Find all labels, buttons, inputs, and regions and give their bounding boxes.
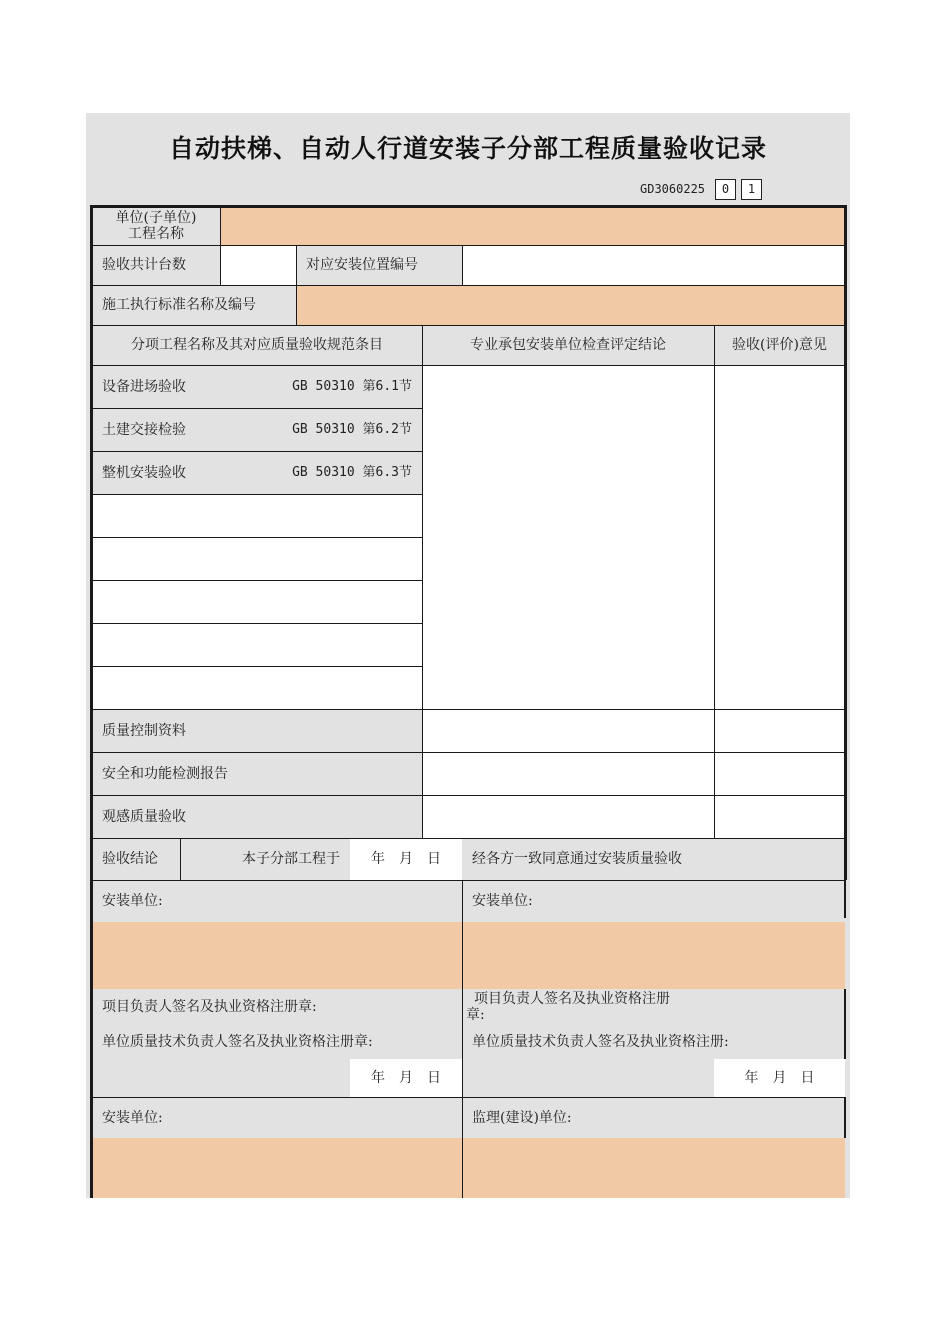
item-name: 整机安装验收 <box>102 464 186 481</box>
grid-line-v <box>220 207 221 285</box>
sign-date-left[interactable]: 年 月 日 <box>350 1059 462 1097</box>
conclusion-field[interactable] <box>422 365 714 709</box>
standard-label: 施工执行标准名称及编号 <box>92 285 296 325</box>
position-label: 对应安装位置编号 <box>296 245 462 285</box>
install-unit-label-right: 安装单位: <box>462 880 845 922</box>
conclusion-label: 验收结论 <box>92 838 180 880</box>
grid-line <box>92 285 845 286</box>
quality-control-conclusion[interactable] <box>422 709 714 752</box>
sign-date-spacer-right <box>462 1059 714 1097</box>
grid-line <box>92 623 422 624</box>
item-name: 设备进场验收 <box>102 378 186 395</box>
conclusion-text-2: 经各方一致同意通过安装质量验收 <box>462 838 845 880</box>
grid-line-v <box>462 245 463 285</box>
grid-line <box>92 580 422 581</box>
table-border-right-seg <box>844 989 846 1059</box>
code-box-2[interactable]: 1 <box>741 179 762 200</box>
code-box-1[interactable]: 0 <box>715 179 736 200</box>
unit-name-field[interactable] <box>220 207 845 245</box>
appearance-conclusion[interactable] <box>422 795 714 838</box>
form-title: 自动扶梯、自动人行道安装子分部工程质量验收记录 <box>168 134 767 163</box>
column-header-opinion: 验收(评价)意见 <box>714 325 845 365</box>
table-border-right-seg <box>844 1097 846 1138</box>
item-row-empty[interactable] <box>92 580 422 623</box>
grid-line <box>92 245 845 246</box>
unit-name-label <box>92 207 220 245</box>
qt-sign-label-right: 单位质量技术负责人签名及执业资格注册: <box>462 1025 845 1059</box>
grid-line <box>92 494 422 495</box>
grid-line-v <box>296 245 297 325</box>
quality-control-label: 质量控制资料 <box>92 709 422 752</box>
standard-field[interactable] <box>296 285 845 325</box>
position-field[interactable] <box>462 245 845 285</box>
grid-line <box>92 537 422 538</box>
item-row-empty[interactable] <box>92 537 422 580</box>
item-row-empty[interactable] <box>92 623 422 666</box>
opinion-field[interactable] <box>714 365 845 709</box>
install-unit-field-right[interactable] <box>462 922 845 989</box>
appearance-opinion[interactable] <box>714 795 845 838</box>
install-unit-label-left-2: 安装单位: <box>92 1097 462 1138</box>
supervision-unit-field[interactable] <box>462 1138 845 1198</box>
table-border-right-seg <box>844 880 846 918</box>
grid-line <box>92 880 845 881</box>
grid-line-v <box>714 325 715 838</box>
unit-name-label-line1: 单位(子单位) <box>115 210 197 226</box>
sign-date-spacer-left <box>92 1059 350 1097</box>
pm-sign-label-right-line1: 项目负责人签名及执业资格注册 <box>474 991 670 1007</box>
item-standard: GB 50310 第6.3节 <box>292 464 412 480</box>
conclusion-text-1: 本子分部工程于 <box>180 838 350 880</box>
safety-report-opinion[interactable] <box>714 752 845 795</box>
install-unit-label-left: 安装单位: <box>92 880 462 922</box>
table-border-right <box>844 205 847 880</box>
install-unit-field-left-2[interactable] <box>92 1138 462 1198</box>
grid-line <box>92 408 422 409</box>
safety-report-conclusion[interactable] <box>422 752 714 795</box>
table-border-top <box>90 205 847 208</box>
appearance-label: 观感质量验收 <box>92 795 422 838</box>
qt-sign-label-left: 单位质量技术负责人签名及执业资格注册章: <box>92 1025 462 1059</box>
quality-control-opinion[interactable] <box>714 709 845 752</box>
pm-sign-label-left: 项目负责人签名及执业资格注册章: <box>92 989 462 1025</box>
grid-line <box>92 365 845 366</box>
column-header-conclusion: 专业承包安装单位检查评定结论 <box>422 325 714 365</box>
form-code: GD3060225 <box>640 182 706 196</box>
item-row-empty[interactable] <box>92 494 422 537</box>
item-row <box>92 408 422 451</box>
supervision-unit-label: 监理(建设)单位: <box>462 1097 845 1138</box>
grid-line <box>92 451 422 452</box>
count-field[interactable] <box>220 245 296 285</box>
install-unit-field-left[interactable] <box>92 922 462 989</box>
item-row-empty[interactable] <box>92 666 422 709</box>
count-label: 验收共计台数 <box>92 245 220 285</box>
grid-line <box>92 838 845 839</box>
grid-line-v <box>180 838 181 880</box>
grid-line <box>92 709 845 710</box>
item-row <box>92 451 422 494</box>
grid-line <box>92 752 845 753</box>
grid-line <box>92 795 845 796</box>
pm-sign-label-right <box>462 989 845 1025</box>
column-header-items: 分项工程名称及其对应质量验收规范条目 <box>92 325 422 365</box>
table-border-left <box>90 205 93 1198</box>
unit-name-label-line2: 工程名称 <box>128 226 184 242</box>
grid-line <box>92 666 422 667</box>
item-name: 土建交接检验 <box>102 421 186 438</box>
item-standard: GB 50310 第6.2节 <box>292 421 412 437</box>
grid-line <box>92 325 845 326</box>
pm-sign-label-right-line2: 章: <box>466 1007 485 1023</box>
grid-line <box>92 1097 845 1098</box>
safety-report-label: 安全和功能检测报告 <box>92 752 422 795</box>
grid-line-v <box>462 880 463 1198</box>
grid-line-v <box>422 325 423 838</box>
sign-date-right[interactable]: 年 月 日 <box>714 1059 845 1097</box>
item-standard: GB 50310 第6.1节 <box>292 378 412 394</box>
conclusion-date-field[interactable]: 年 月 日 <box>350 838 462 880</box>
item-row <box>92 365 422 408</box>
